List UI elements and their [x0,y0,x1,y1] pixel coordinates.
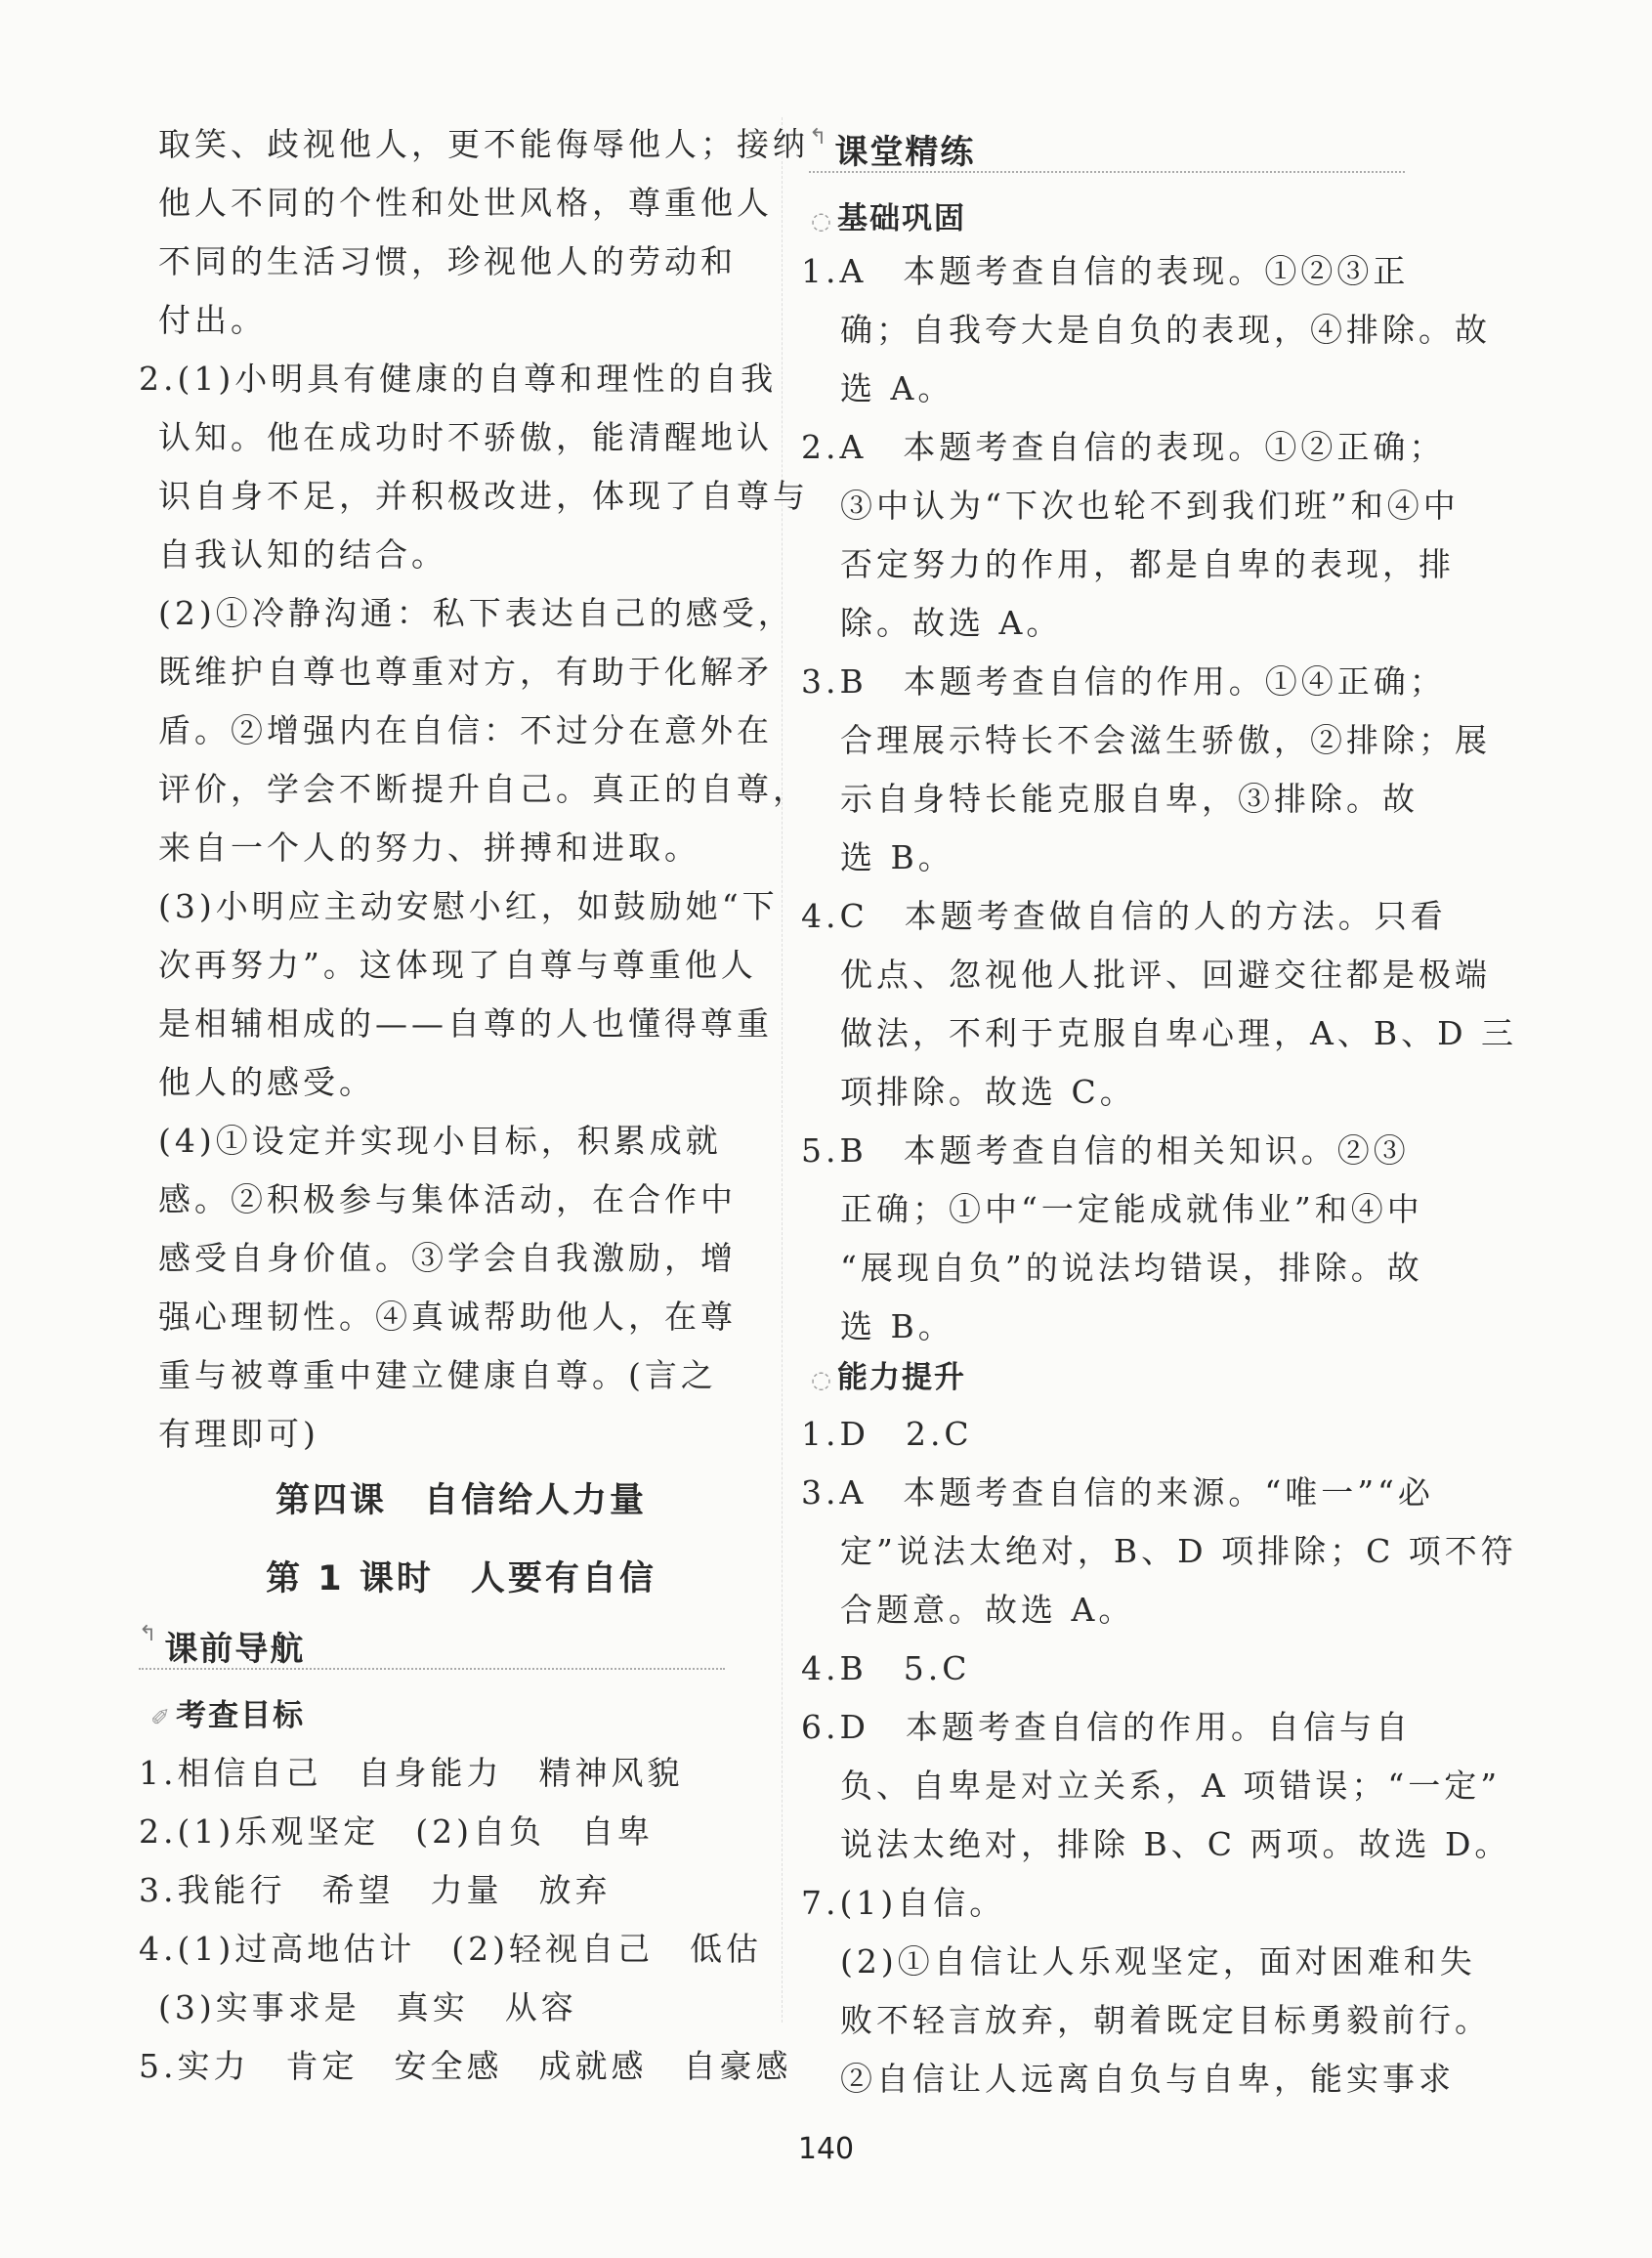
text-line: 3.B 本题考查自信的作用。①④正确； [801,662,1446,701]
text-line: 重与被尊重中建立健康自尊。(言之 [158,1356,717,1394]
text-line: 他人不同的个性和处世风格，尊重他人 [158,184,773,222]
text-line: 选 B。 [840,1307,954,1345]
text-line: 7.(1)自信。 [801,1884,1006,1922]
text-line: (3)实事求是 真实 从容 [158,1988,577,2026]
subsection-heading-basics [811,193,966,237]
section-marker-icon: ↰ [809,125,829,149]
text-line: 盾。②增强内在自信：不过分在意外在 [158,711,773,749]
text-line: 合题意。故选 A。 [840,1591,1135,1629]
text-line: 5.B 本题考查自信的相关知识。②③ [801,1131,1410,1170]
text-line: 评价，学会不断提升自己。真正的自尊， [158,770,809,808]
text-line: 取笑、歧视他人，更不能侮辱他人；接纳 [158,125,809,163]
text-line: 否定努力的作用，都是自卑的表现，排 [840,545,1455,583]
text-line: 是相辅相成的——自尊的人也懂得尊重 [158,1004,773,1043]
subsection-heading-objectives [150,1690,305,1734]
subsection-heading-text: 能力提升 [836,1360,966,1395]
subsection-marker-icon: ◌ [811,207,833,234]
subsection-heading-text: 基础巩固 [836,201,966,236]
text-line: 5.实力 肯定 安全感 成就感 自豪感 [139,2047,792,2085]
text-line: 选 A。 [840,369,954,407]
text-line: 1.相信自己 自身能力 精神风貌 [139,1754,684,1792]
class-title: 第 1 课时 人要有自信 [266,1559,657,1598]
text-line: 败不轻言放弃，朝着既定目标勇毅前行。 [840,2001,1491,2039]
text-line: 2.(1)乐观坚定 (2)自负 自卑 [139,1812,654,1851]
lesson-title: 第四课 自信给人力量 [275,1481,647,1520]
text-line: 定”说法太绝对，B、D 项排除；C 项不符 [840,1532,1517,1570]
text-line: 3.A 本题考查自信的来源。“唯一”“必 [801,1473,1434,1512]
text-line: 2.(1)小明具有健康的自尊和理性的自我 [139,360,778,398]
text-line: 感受自身价值。③学会自我激励，增 [158,1239,737,1277]
text-line: 4.C 本题考查做自信的人的方法。只看 [801,897,1447,935]
section-heading-practice [809,125,975,173]
text-line: 来自一个人的努力、拼搏和进取。 [158,829,700,867]
text-line: 说法太绝对，排除 B、C 两项。故选 D。 [840,1825,1511,1863]
text-line: 6.D 本题考查自信的作用。自信与自 [801,1708,1412,1746]
text-line: 选 B。 [840,838,954,876]
text-line: 示自身特长能克服自卑，③排除。故 [840,780,1419,818]
text-line: 次再努力”。这体现了自尊与尊重他人 [158,946,757,984]
text-line: 4.B 5.C [801,1649,971,1687]
text-line: ②自信让人远离自负与自卑，能实事求 [840,2060,1455,2098]
text-line: 既维护自尊也尊重对方，有助于化解矛 [158,653,773,691]
text-line: 4.(1)过高地估计 (2)轻视自己 低估 [139,1930,762,1968]
text-line: 确；自我夸大是自负的表现，④排除。故 [840,311,1491,349]
section-heading-text: 课前导航 [164,1630,306,1669]
text-line: 有理即可) [158,1415,319,1453]
text-line: 2.A 本题考查自信的表现。①②正确； [801,428,1446,466]
section-rule [809,171,1405,173]
text-line: (2)①冷静沟通：私下表达自己的感受， [158,594,794,632]
text-line: ③中认为“下次也轮不到我们班”和④中 [840,487,1460,525]
text-line: (3)小明应主动安慰小红，如鼓励她“下 [158,887,779,925]
subsection-marker-icon: ◌ [811,1366,833,1393]
text-line: “展现自负”的说法均错误，排除。故 [840,1249,1423,1287]
text-line: 付出。 [158,301,267,339]
text-line: 1.A 本题考查自信的表现。①②③正 [801,252,1410,290]
section-heading-text: 课堂精练 [834,133,976,172]
text-line: (4)①设定并实现小目标，积累成就 [158,1122,722,1160]
text-line: 项排除。故选 C。 [840,1073,1136,1111]
text-line: 做法，不利于克服自卑心理，A、B、D 三 [840,1014,1518,1052]
text-line: 1.D 2.C [801,1415,973,1453]
text-line: 3.我能行 希望 力量 放弃 [139,1871,612,1909]
text-line: 合理展示特长不会滋生骄傲，②排除；展 [840,721,1491,759]
section-heading-preview [139,1622,305,1670]
text-line: (2)①自信让人乐观坚定，面对困难和失 [840,1942,1476,1981]
text-line: 强心理韧性。④真诚帮助他人，在尊 [158,1298,737,1336]
text-line: 他人的感受。 [158,1063,375,1101]
text-line: 识自身不足，并积极改进，体现了自尊与 [158,477,809,515]
column-divider [782,117,783,2023]
text-line: 除。故选 A。 [840,604,1063,642]
text-line: 认知。他在成功时不骄傲，能清醒地认 [158,418,773,456]
subsection-marker-icon: ✐ [150,1704,173,1731]
section-marker-icon: ↰ [139,1622,159,1646]
text-line: 优点、忽视他人批评、回避交往都是极端 [840,956,1491,994]
text-line: 自我认知的结合。 [158,535,447,574]
section-rule [139,1668,725,1670]
subsection-heading-advanced [811,1352,966,1396]
text-line: 负、自卑是对立关系，A 项错误；“一定” [840,1767,1502,1805]
subsection-heading-text: 考查目标 [176,1698,306,1733]
text-line: 感。②积极参与集体活动，在合作中 [158,1180,737,1218]
text-line: 正确；①中“一定能成就伟业”和④中 [840,1190,1423,1228]
text-line: 不同的生活习惯，珍视他人的劳动和 [158,242,737,280]
page-number: 140 [797,2132,855,2166]
